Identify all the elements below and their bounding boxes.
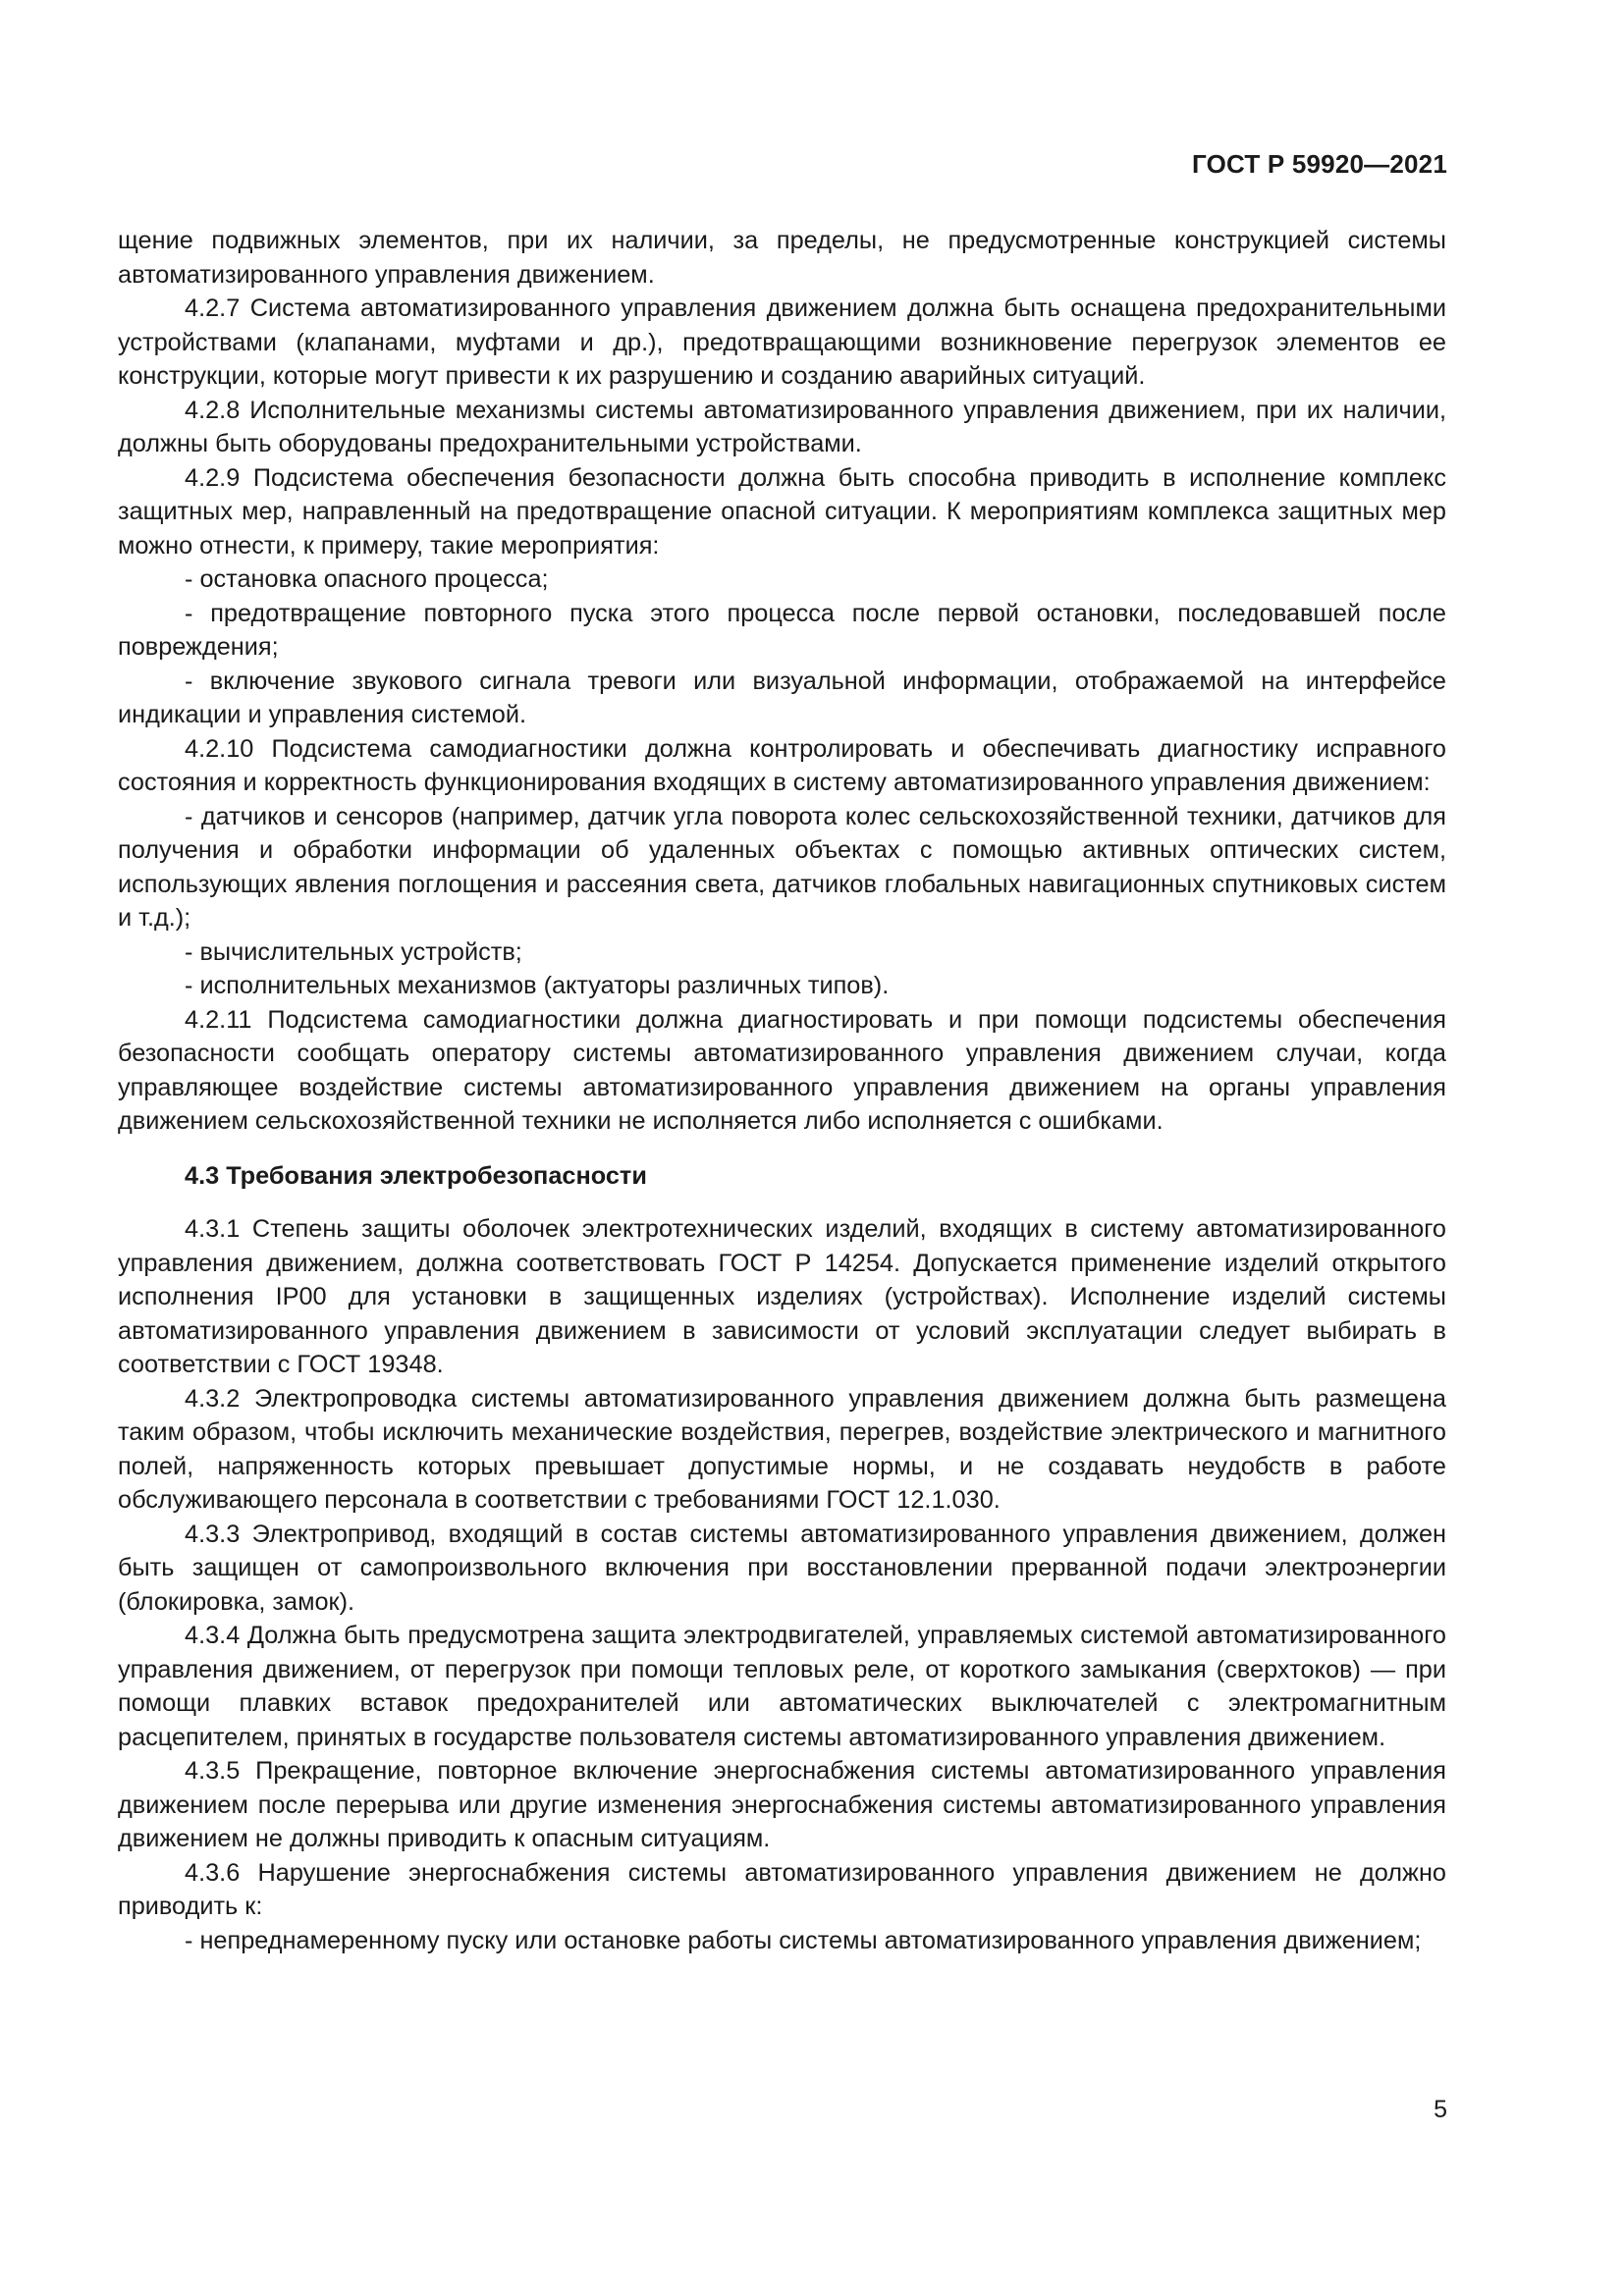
paragraph: 4.3.1 Степень защиты оболочек электротехнических изделий, входящих в систему автоматизированного управления движением, должна соответствовать ГОСТ Р 14254. Допускается применение изделий открытого исполнения IP00 для установки в защищенных изделиях (устройствах). Исполнение изделий системы автоматизированного управления движением в зависимости от условий эксплуатации следует выбирать в соответствии с ГОСТ 19348. (118, 1215, 1446, 1378)
paragraph: 4.2.8 Исполнительные механизмы системы автоматизированного управления движением, при их наличии, должны быть оборудованы предохранительными устройствами. (118, 396, 1446, 457)
paragraph: - датчиков и сенсоров (например, датчик угла поворота колес сельскохозяйственной техники, датчиков для получения и обработки информации об удаленных объектах с помощью активных оптических систем, использующих явления поглощения и рассеяния света, датчиков глобальных навигационных спутниковых систем и т.д.); (118, 802, 1446, 932)
paragraph: 4.3.6 Нарушение энергоснабжения системы автоматизированного управления движением не должно приводить к: (118, 1858, 1446, 1920)
document-body (118, 224, 1446, 1957)
paragraph: 4.3.2 Электропроводка системы автоматизированного управления движением должна быть размещена таким образом, чтобы исключить механические воздействия, перегрев, воздействие электрического и магнитного полей, напряженность которых превышает допустимые нормы, и не создавать неудобств в работе обслуживающего персонала в соответствии с требованиями ГОСТ 12.1.030. (118, 1384, 1446, 1514)
section-4-3 (118, 1212, 1446, 1957)
section-4-2-continued (118, 224, 1446, 1139)
paragraph: - остановка опасного процесса; (185, 565, 549, 593)
paragraph: - предотвращение повторного пуска этого процесса после первой остановки, последовавшей после повреждения; (118, 599, 1446, 661)
page-number: 5 (1434, 2096, 1447, 2123)
paragraph: - непреднамеренному пуску или остановке работы системы автоматизированного управления движением; (185, 1926, 1422, 1954)
paragraph: - исполнительных механизмов (актуаторы различных типов). (185, 972, 890, 999)
paragraph: 4.2.7 Система автоматизированного управления движением должна быть оснащена предохранительными устройствами (клапанами, муфтами и др.), предотвращающими возникновение перегрузок элементов ее конструкции, которые могут привести к их разрушению и созданию аварийных ситуаций. (118, 294, 1446, 390)
section-heading: 4.3 Требования электробезопасности (185, 1161, 647, 1190)
paragraph: - включение звукового сигнала тревоги или визуальной информации, отображаемой на интерфейсе индикации и управления системой. (118, 667, 1446, 728)
paragraph: 4.2.10 Подсистема самодиагностики должна контролировать и обеспечивать диагностику исправного состояния и корректность функционирования входящих в систему автоматизированного управления движением: (118, 734, 1446, 796)
paragraph: 4.3.3 Электропривод, входящий в состав системы автоматизированного управления движением, должен быть защищен от самопроизвольного включения при восстановлении прерванной подачи электроэнергии (блокировка, замок). (118, 1520, 1446, 1616)
paragraph: 4.2.9 Подсистема обеспечения безопасности должна быть способна приводить в исполнение комплекс защитных мер, направленный на предотвращение опасной ситуации. К мероприятиям комплекса защитных мер можно отнести, к примеру, такие мероприятия: (118, 463, 1446, 560)
paragraph: - вычислительных устройств; (185, 937, 522, 966)
paragraph: 4.2.11 Подсистема самодиагностики должна диагностировать и при помощи подсистемы обеспечения безопасности сообщать оператору системы автоматизированного управления движением случаи, когда управляющее воздействие системы автоматизированного управления движением на органы управления движением сельскохозяйственной техники не исполняется либо исполняется с ошибками. (118, 1005, 1446, 1135)
paragraph: 4.3.5 Прекращение, повторное включение энергоснабжения системы автоматизированного управления движением после перерыва или другие изменения энергоснабжения системы автоматизированного управления движением не должны приводить к опасным ситуациям. (118, 1757, 1446, 1852)
paragraph: щение подвижных элементов, при их наличии, за пределы, не предусмотренные конструкцией системы автоматизированного управления движением. (118, 227, 1446, 289)
document-id: ГОСТ Р 59920—2021 (1192, 149, 1447, 179)
paragraph: 4.3.4 Должна быть предусмотрена защита электродвигателей, управляемых системой автоматизированного управления движением, от перегрузок при помощи тепловых реле, от короткого замыкания (сверхтоков) — при помощи плавких вставок предохранителей или автоматических выключателей с электромагнитным расцепителем, принятых в государстве пользователя системы автоматизированного управления движением. (118, 1622, 1446, 1751)
